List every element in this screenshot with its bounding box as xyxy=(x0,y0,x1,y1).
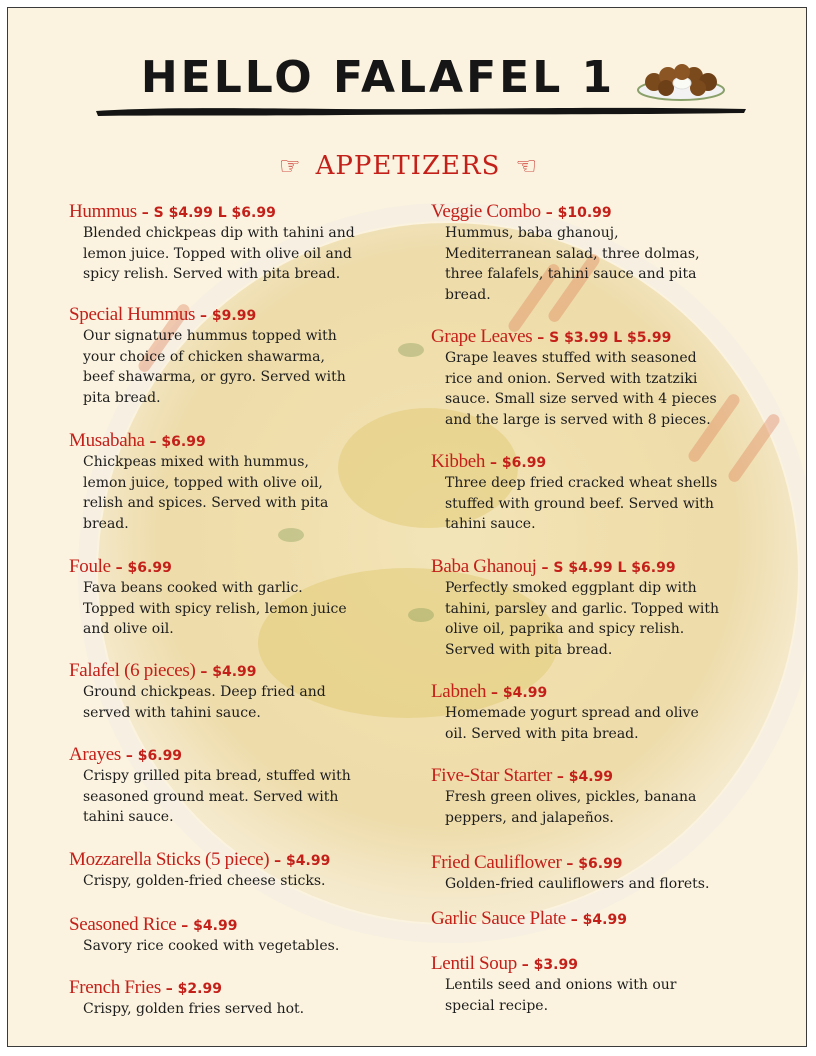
item-price: – $4.99 xyxy=(565,912,627,928)
menu-item xyxy=(69,304,389,408)
menu-page xyxy=(7,7,807,1047)
item-price: – $4.99 xyxy=(269,853,331,869)
item-name: Kibbeh xyxy=(431,451,486,472)
item-description: Fresh green olives, pickles, banana peppers, and jalapeños. xyxy=(445,789,697,826)
menu-item xyxy=(431,908,751,930)
item-description: Grape leaves stuffed with seasoned rice and onion. Served with tzatziki sauce. Small size served with 4 pieces and the large is served with 8 pieces. xyxy=(445,350,717,428)
item-name: Hummus xyxy=(69,201,137,222)
menu-item xyxy=(69,914,389,957)
item-description: Homemade yogurt spread and olive oil. Served with pita bread. xyxy=(445,705,699,742)
menu-item xyxy=(69,849,389,892)
item-description: Blended chickpeas dip with tahini and lemon juice. Topped with olive oil and spicy relish. Served with pita bread. xyxy=(83,225,355,283)
item-price: – $6.99 xyxy=(485,455,547,471)
item-name: Mozzarella Sticks (5 piece) xyxy=(69,849,270,870)
item-description: Lentils seed and onions with our special recipe. xyxy=(445,977,677,1014)
title-text: HELLO FALAFEL 1 xyxy=(140,52,616,103)
item-price: – $10.99 xyxy=(540,205,612,221)
item-description: Crispy grilled pita bread, stuffed with seasoned ground meat. Served with tahini sauce. xyxy=(83,768,351,826)
item-price: – S $4.99 L $6.99 xyxy=(136,205,276,221)
item-price: – $4.99 xyxy=(195,664,257,680)
menu-item xyxy=(69,660,389,723)
menu-item xyxy=(69,977,389,1020)
item-price: – $6.99 xyxy=(110,560,172,576)
brush-stroke-divider xyxy=(96,103,746,117)
section-header-appetizers xyxy=(8,151,807,181)
item-price: – $2.99 xyxy=(160,981,222,997)
item-name: Five-Star Starter xyxy=(431,765,553,786)
pointing-hand-right-icon: ☞ xyxy=(278,152,301,180)
item-name: Fried Cauliflower xyxy=(431,852,562,873)
menu-item xyxy=(431,852,751,895)
menu-item xyxy=(431,765,751,828)
item-price: – S $3.99 L $5.99 xyxy=(532,330,672,346)
item-name: Labneh xyxy=(431,681,487,702)
item-price: – $9.99 xyxy=(195,308,257,324)
menu-item xyxy=(431,681,751,744)
item-name: French Fries xyxy=(69,977,161,998)
item-description: Fava beans cooked with garlic. Topped with spicy relish, lemon juice and olive oil. xyxy=(83,580,347,638)
item-price: – $6.99 xyxy=(144,434,206,450)
item-description: Crispy, golden fries served hot. xyxy=(83,1001,305,1017)
section-title: APPETIZERS xyxy=(315,151,501,181)
menu-item xyxy=(69,556,389,640)
pointing-hand-left-icon: ☜ xyxy=(515,152,537,180)
item-name: Baba Ghanouj xyxy=(431,556,537,577)
item-description: Chickpeas mixed with hummus, lemon juice, topped with olive oil, relish and spices. Served with pita bread. xyxy=(83,454,329,532)
item-name: Grape Leaves xyxy=(431,326,533,347)
parsley-decoration xyxy=(398,343,424,357)
item-description: Hummus, baba ghanouj, Mediterranean salad, three dolmas, three falafels, tahini sauce and pita bread. xyxy=(445,225,700,303)
item-description: Ground chickpeas. Deep fried and served with tahini sauce. xyxy=(83,684,326,721)
item-name: Foule xyxy=(69,556,111,577)
menu-item xyxy=(431,953,751,1016)
menu-item xyxy=(431,556,751,660)
menu-item xyxy=(69,744,389,828)
item-description: Savory rice cooked with vegetables. xyxy=(83,938,340,954)
item-price: – $4.99 xyxy=(552,769,614,785)
item-name: Lentil Soup xyxy=(431,953,517,974)
item-name: Arayes xyxy=(69,744,122,765)
item-price: – $4.99 xyxy=(176,918,238,934)
menu-item xyxy=(69,430,389,534)
item-name: Musabaha xyxy=(69,430,145,451)
item-description: Crispy, golden-fried cheese sticks. xyxy=(83,873,326,889)
item-price: – $6.99 xyxy=(121,748,183,764)
item-name: Special Hummus xyxy=(69,304,196,325)
item-price: – $6.99 xyxy=(561,856,623,872)
item-name: Garlic Sauce Plate xyxy=(431,908,566,929)
item-description: Our signature hummus topped with your choice of chicken shawarma, beef shawarma, or gyro. Served with pita bread. xyxy=(83,328,346,406)
menu-item xyxy=(431,326,751,430)
menu-item xyxy=(431,451,751,535)
item-name: Falafel (6 pieces) xyxy=(69,660,196,681)
menu-item xyxy=(431,201,751,305)
item-name: Veggie Combo xyxy=(431,201,541,222)
item-price: – $3.99 xyxy=(516,957,578,973)
item-price: – $4.99 xyxy=(486,685,548,701)
item-description: Perfectly smoked eggplant dip with tahini, parsley and garlic. Topped with olive oil, paprika and spicy relish. Served with pita bread. xyxy=(445,580,720,658)
item-price: – S $4.99 L $6.99 xyxy=(536,560,676,576)
menu-item xyxy=(69,201,389,285)
falafel-plate-icon xyxy=(636,60,726,104)
item-description: Three deep fried cracked wheat shells stuffed with ground beef. Served with tahini sauce. xyxy=(445,475,718,533)
item-name: Seasoned Rice xyxy=(69,914,177,935)
item-description: Golden-fried cauliflowers and florets. xyxy=(445,876,710,892)
